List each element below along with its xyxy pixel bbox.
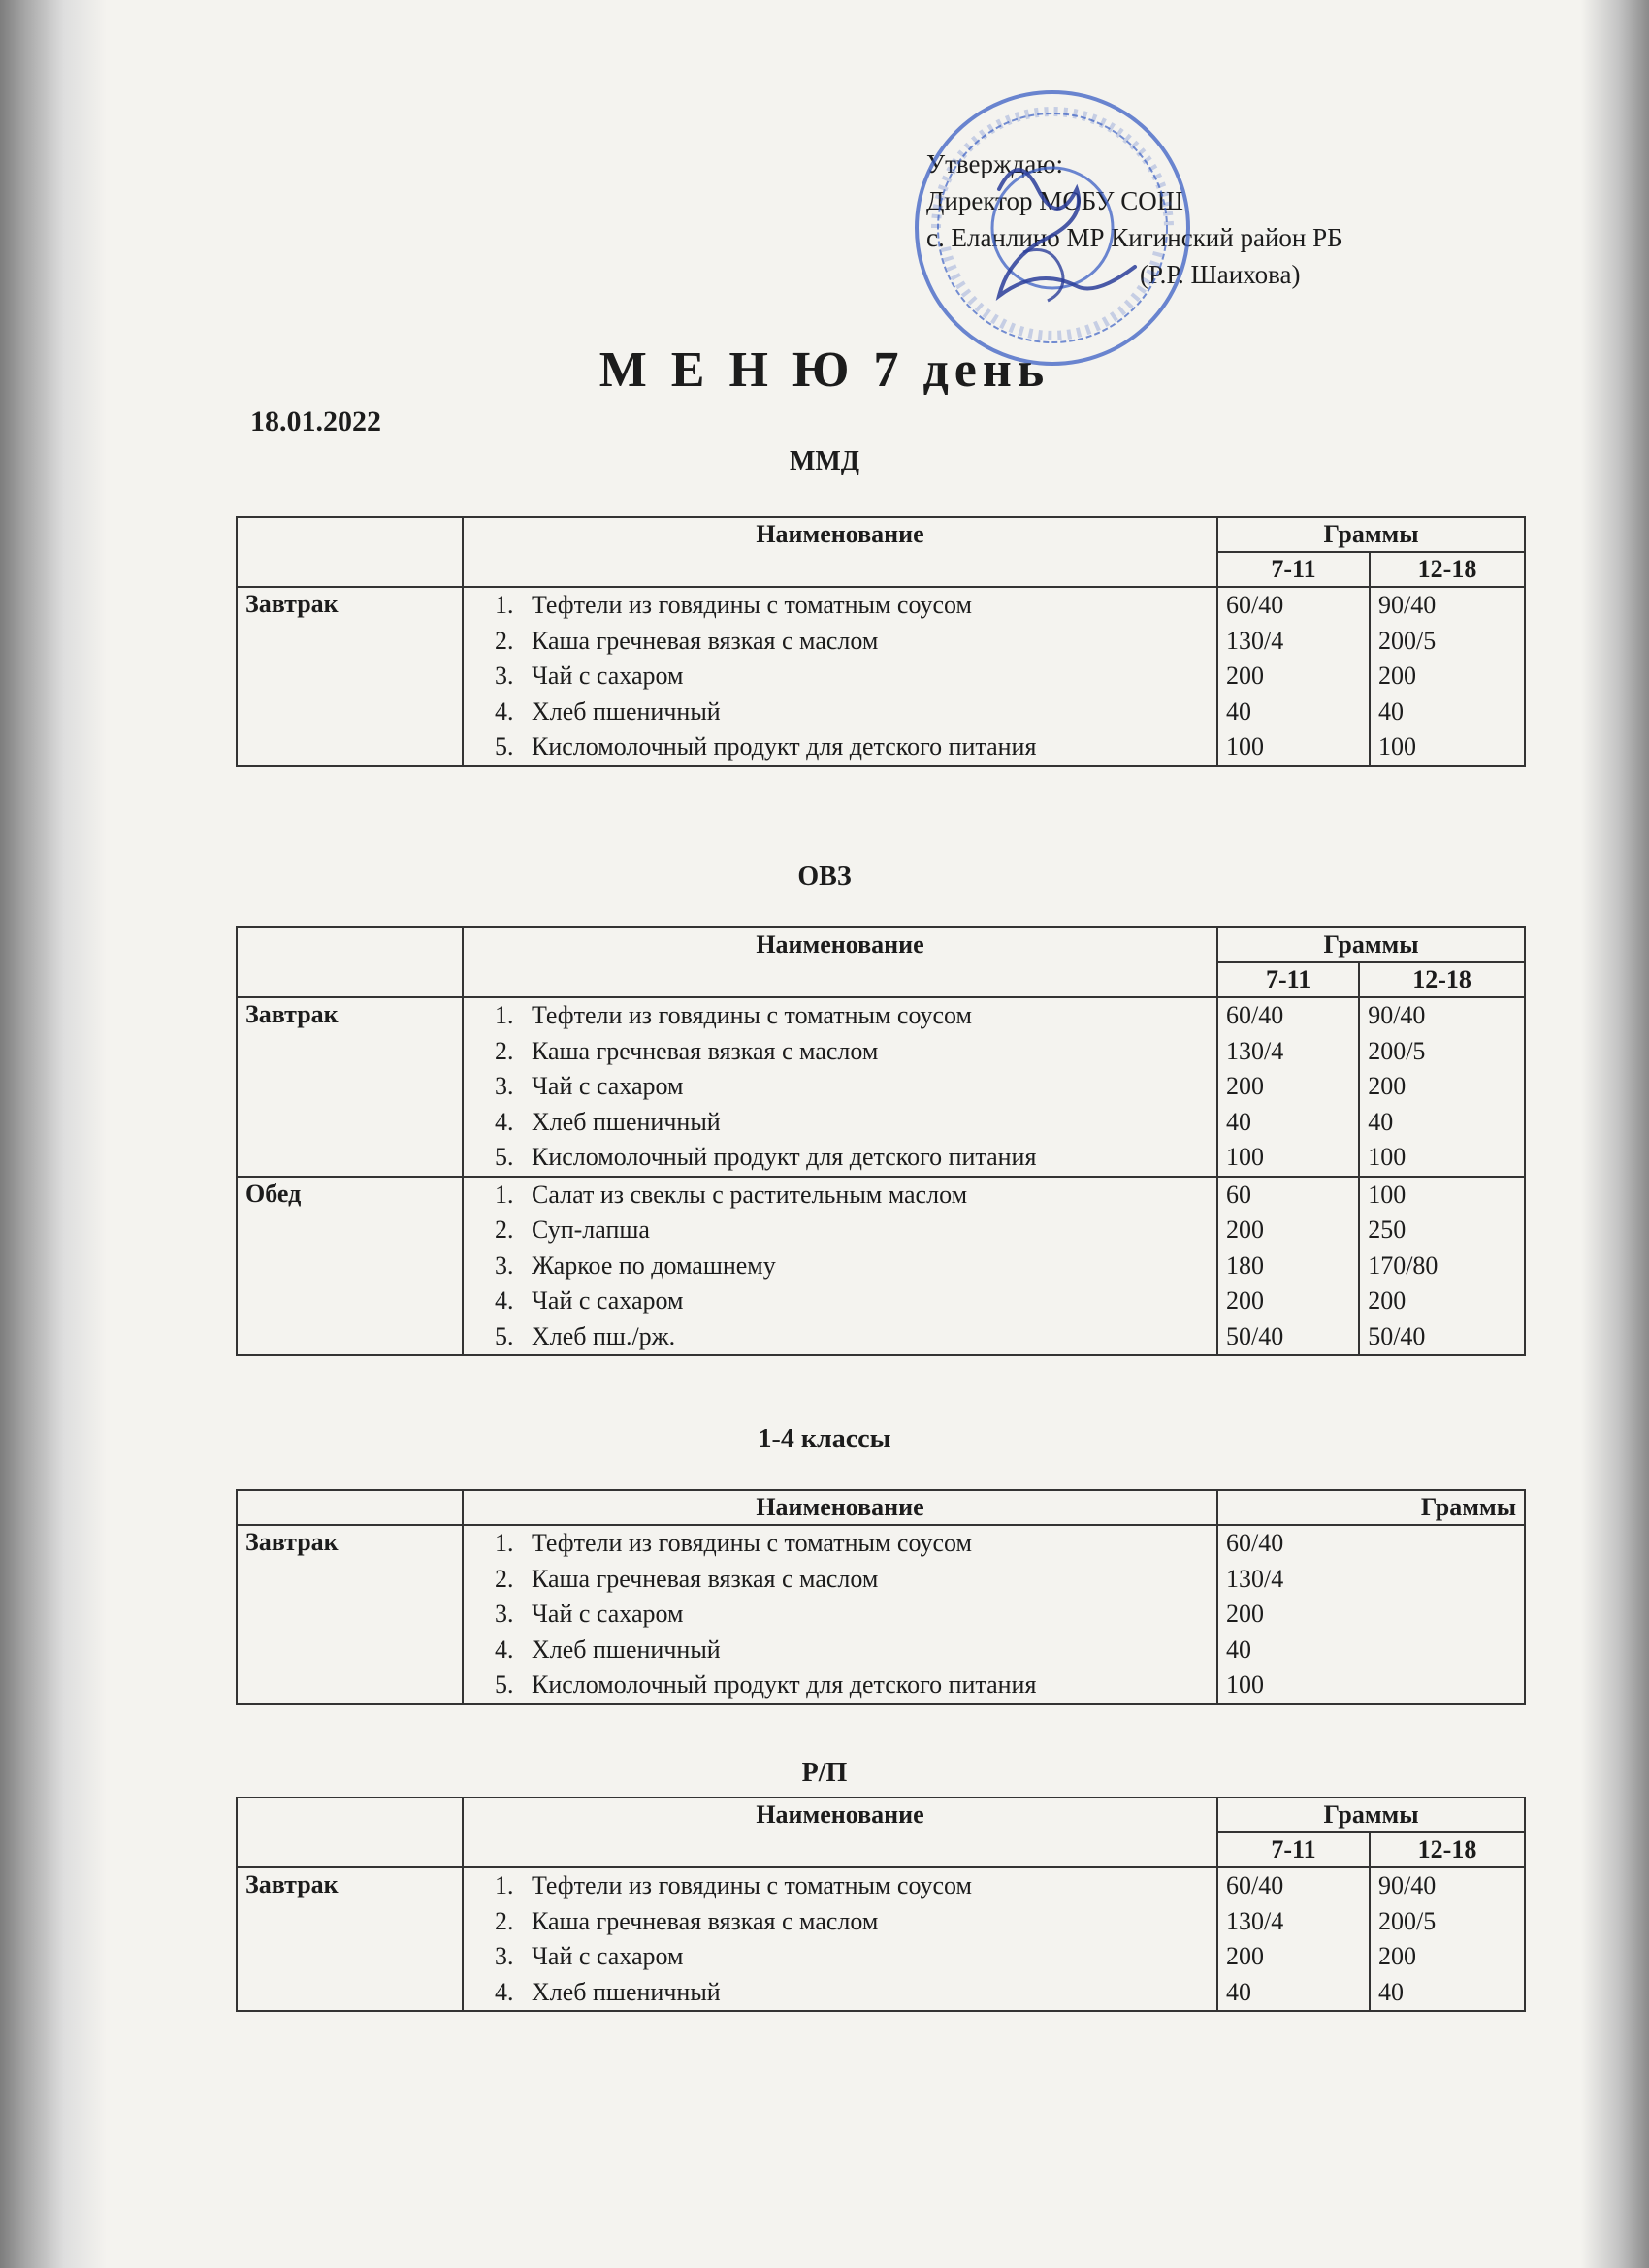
menu-table-rp: [236, 1797, 1526, 2012]
header-age-12-18: 12-18: [1370, 552, 1525, 587]
list-item: 4. Хлеб пшеничный: [520, 1105, 1209, 1141]
grams-value: 40: [1226, 697, 1251, 726]
grams-value: 40: [1368, 1107, 1394, 1136]
header-meal: [237, 1490, 463, 1525]
grams-value: 200: [1226, 1215, 1264, 1244]
grams-value: 60/40: [1226, 1529, 1284, 1557]
header-age-7-11: 7-11: [1217, 552, 1370, 587]
grams-12-18: [1370, 1867, 1525, 2011]
meal-label: Завтрак: [237, 1525, 463, 1704]
list-item: 4. Хлеб пшеничный: [520, 1975, 1209, 2011]
grams-value: 100: [1368, 1180, 1406, 1209]
dish-list: [463, 1177, 1217, 1356]
grams-values: [1217, 1525, 1525, 1704]
dish-list: [463, 997, 1217, 1177]
header-grams: Граммы: [1217, 1798, 1525, 1832]
table-row: [237, 1177, 1525, 1356]
list-item: 2. Суп-лапша: [520, 1213, 1209, 1248]
grams-value: 200: [1226, 1942, 1264, 1970]
grams-value: 130/4: [1226, 626, 1284, 655]
grams-value: 200: [1368, 1286, 1406, 1314]
list-item: 1. Тефтели из говядины с томатным соусом: [520, 1868, 1209, 1904]
approval-line-2: Директор МОБУ СОШ: [926, 186, 1183, 215]
dish-list: [463, 1525, 1217, 1704]
grams-value: 170/80: [1368, 1250, 1439, 1280]
grams-value: 100: [1368, 1143, 1406, 1171]
section-title-grades-1-4: 1-4 классы: [758, 1424, 891, 1454]
menu-table-mmd: [236, 516, 1526, 767]
grams-value: 130/4: [1226, 1564, 1284, 1593]
grams-12-18: [1359, 997, 1525, 1177]
scan-shadow-left: [0, 0, 107, 2268]
list-item: 5. Кисломолочный продукт для детского питания: [520, 1668, 1209, 1703]
list-item: 2. Каша гречневая вязкая с маслом: [520, 1562, 1209, 1598]
meal-label: Обед: [237, 1177, 463, 1356]
grams-7-11: [1217, 997, 1359, 1177]
grams-value: 250: [1368, 1215, 1406, 1244]
meal-label: Завтрак: [237, 1867, 463, 2011]
list-item: 4. Хлеб пшеничный: [520, 1633, 1209, 1669]
header-age-12-18: 12-18: [1370, 1832, 1525, 1867]
grams-value: 40: [1226, 1635, 1251, 1664]
grams-value: 200: [1378, 1942, 1417, 1970]
section-title-rp: Р/П: [801, 1758, 848, 1788]
menu-date: 18.01.2022: [250, 405, 381, 437]
grams-value: 60/40: [1226, 1871, 1284, 1899]
grams-value: 130/4: [1226, 1036, 1284, 1065]
table-row: [237, 997, 1525, 1177]
header-name: Наименование: [463, 927, 1217, 997]
school-stamp: [907, 82, 1198, 373]
grams-value: 60/40: [1226, 1001, 1284, 1029]
list-item: 3. Чай с сахаром: [520, 1069, 1209, 1105]
grams-value: 100: [1226, 1670, 1264, 1699]
grams-value: 90/40: [1378, 1871, 1437, 1899]
header-meal: [237, 517, 463, 587]
list-item: 2. Каша гречневая вязкая с маслом: [520, 624, 1209, 660]
grams-7-11: [1217, 1177, 1359, 1356]
header-meal: [237, 1798, 463, 1867]
grams-value: 100: [1378, 732, 1417, 761]
list-item: 4. Хлеб пшеничный: [520, 695, 1209, 730]
meal-label: Завтрак: [237, 587, 463, 766]
header-age-7-11: 7-11: [1217, 1832, 1370, 1867]
grams-value: 50/40: [1226, 1321, 1284, 1350]
header-age-12-18: 12-18: [1359, 962, 1525, 997]
list-item: 1. Тефтели из говядины с томатным соусом: [520, 998, 1209, 1034]
list-item: 3. Чай с сахаром: [520, 659, 1209, 695]
list-item: 1. Тефтели из говядины с томатным соусом: [520, 1526, 1209, 1562]
table-row: [237, 587, 1525, 766]
grams-value: 40: [1226, 1977, 1251, 2006]
list-item: 3. Чай с сахаром: [520, 1597, 1209, 1633]
grams-value: 200/5: [1368, 1036, 1426, 1065]
section-title-mmd: ММД: [789, 446, 860, 476]
grams-value: 180: [1226, 1250, 1264, 1280]
header-name: Наименование: [463, 517, 1217, 587]
approval-signatory: (Р.Р. Шаихова): [1140, 260, 1301, 289]
grams-value: 90/40: [1368, 1001, 1426, 1029]
grams-value: 100: [1226, 732, 1264, 761]
grams-value: 50/40: [1368, 1321, 1426, 1350]
header-meal: [237, 927, 463, 997]
header-grams: Граммы: [1217, 517, 1525, 552]
section-title-ovz: ОВЗ: [797, 861, 852, 891]
grams-value: 90/40: [1378, 591, 1437, 619]
grams-value: 200: [1378, 662, 1417, 690]
grams-7-11: [1217, 1867, 1370, 2011]
grams-value: 200/5: [1378, 1906, 1437, 1935]
grams-value: 40: [1378, 1977, 1405, 2006]
scan-shadow-right: [1581, 0, 1649, 2268]
grams-value: 200/5: [1378, 626, 1437, 655]
grams-value: 60: [1226, 1180, 1251, 1209]
menu-table-ovz: [236, 926, 1526, 1356]
grams-12-18: [1370, 587, 1525, 766]
list-item: 1. Тефтели из говядины с томатным соусом: [520, 588, 1209, 624]
header-grams: Граммы: [1217, 927, 1525, 962]
list-item: 2. Каша гречневая вязкая с маслом: [520, 1904, 1209, 1940]
grams-value: 200: [1226, 662, 1264, 690]
grams-value: 200: [1368, 1072, 1406, 1100]
grams-value: 200: [1226, 1286, 1264, 1314]
grams-value: 40: [1226, 1107, 1251, 1136]
approval-line-3: с. Еланлино МР Кигинский район РБ: [926, 223, 1342, 252]
grams-12-18: [1359, 1177, 1525, 1356]
list-item: 2. Каша гречневая вязкая с маслом: [520, 1034, 1209, 1070]
page-title: М Е Н Ю 7 день: [598, 342, 1051, 398]
list-item: 5. Хлеб пш./рж.: [520, 1319, 1209, 1355]
approval-line-1: Утверждаю:: [926, 149, 1064, 178]
grams-value: 100: [1226, 1143, 1264, 1171]
grams-value: 130/4: [1226, 1906, 1284, 1935]
list-item: 3. Жаркое по домашнему: [520, 1248, 1209, 1284]
header-name: Наименование: [463, 1490, 1217, 1525]
table-row: [237, 1867, 1525, 2011]
grams-value: 40: [1378, 697, 1405, 726]
grams-value: 200: [1226, 1600, 1264, 1628]
meal-label: Завтрак: [237, 997, 463, 1177]
list-item: 5. Кисломолочный продукт для детского питания: [520, 1140, 1209, 1176]
header-name: Наименование: [463, 1798, 1217, 1867]
table-row: [237, 1525, 1525, 1704]
grams-value: 60/40: [1226, 591, 1284, 619]
menu-table-grades-1-4: [236, 1489, 1526, 1705]
grams-7-11: [1217, 587, 1370, 766]
header-grams: Граммы: [1217, 1490, 1525, 1525]
dish-list: [463, 1867, 1217, 2011]
list-item: 4. Чай с сахаром: [520, 1283, 1209, 1319]
list-item: 1. Салат из свеклы с растительным маслом: [520, 1178, 1209, 1214]
grams-value: 200: [1226, 1072, 1264, 1100]
list-item: 5. Кисломолочный продукт для детского питания: [520, 729, 1209, 765]
header-age-7-11: 7-11: [1217, 962, 1359, 997]
dish-list: [463, 587, 1217, 766]
list-item: 3. Чай с сахаром: [520, 1939, 1209, 1975]
